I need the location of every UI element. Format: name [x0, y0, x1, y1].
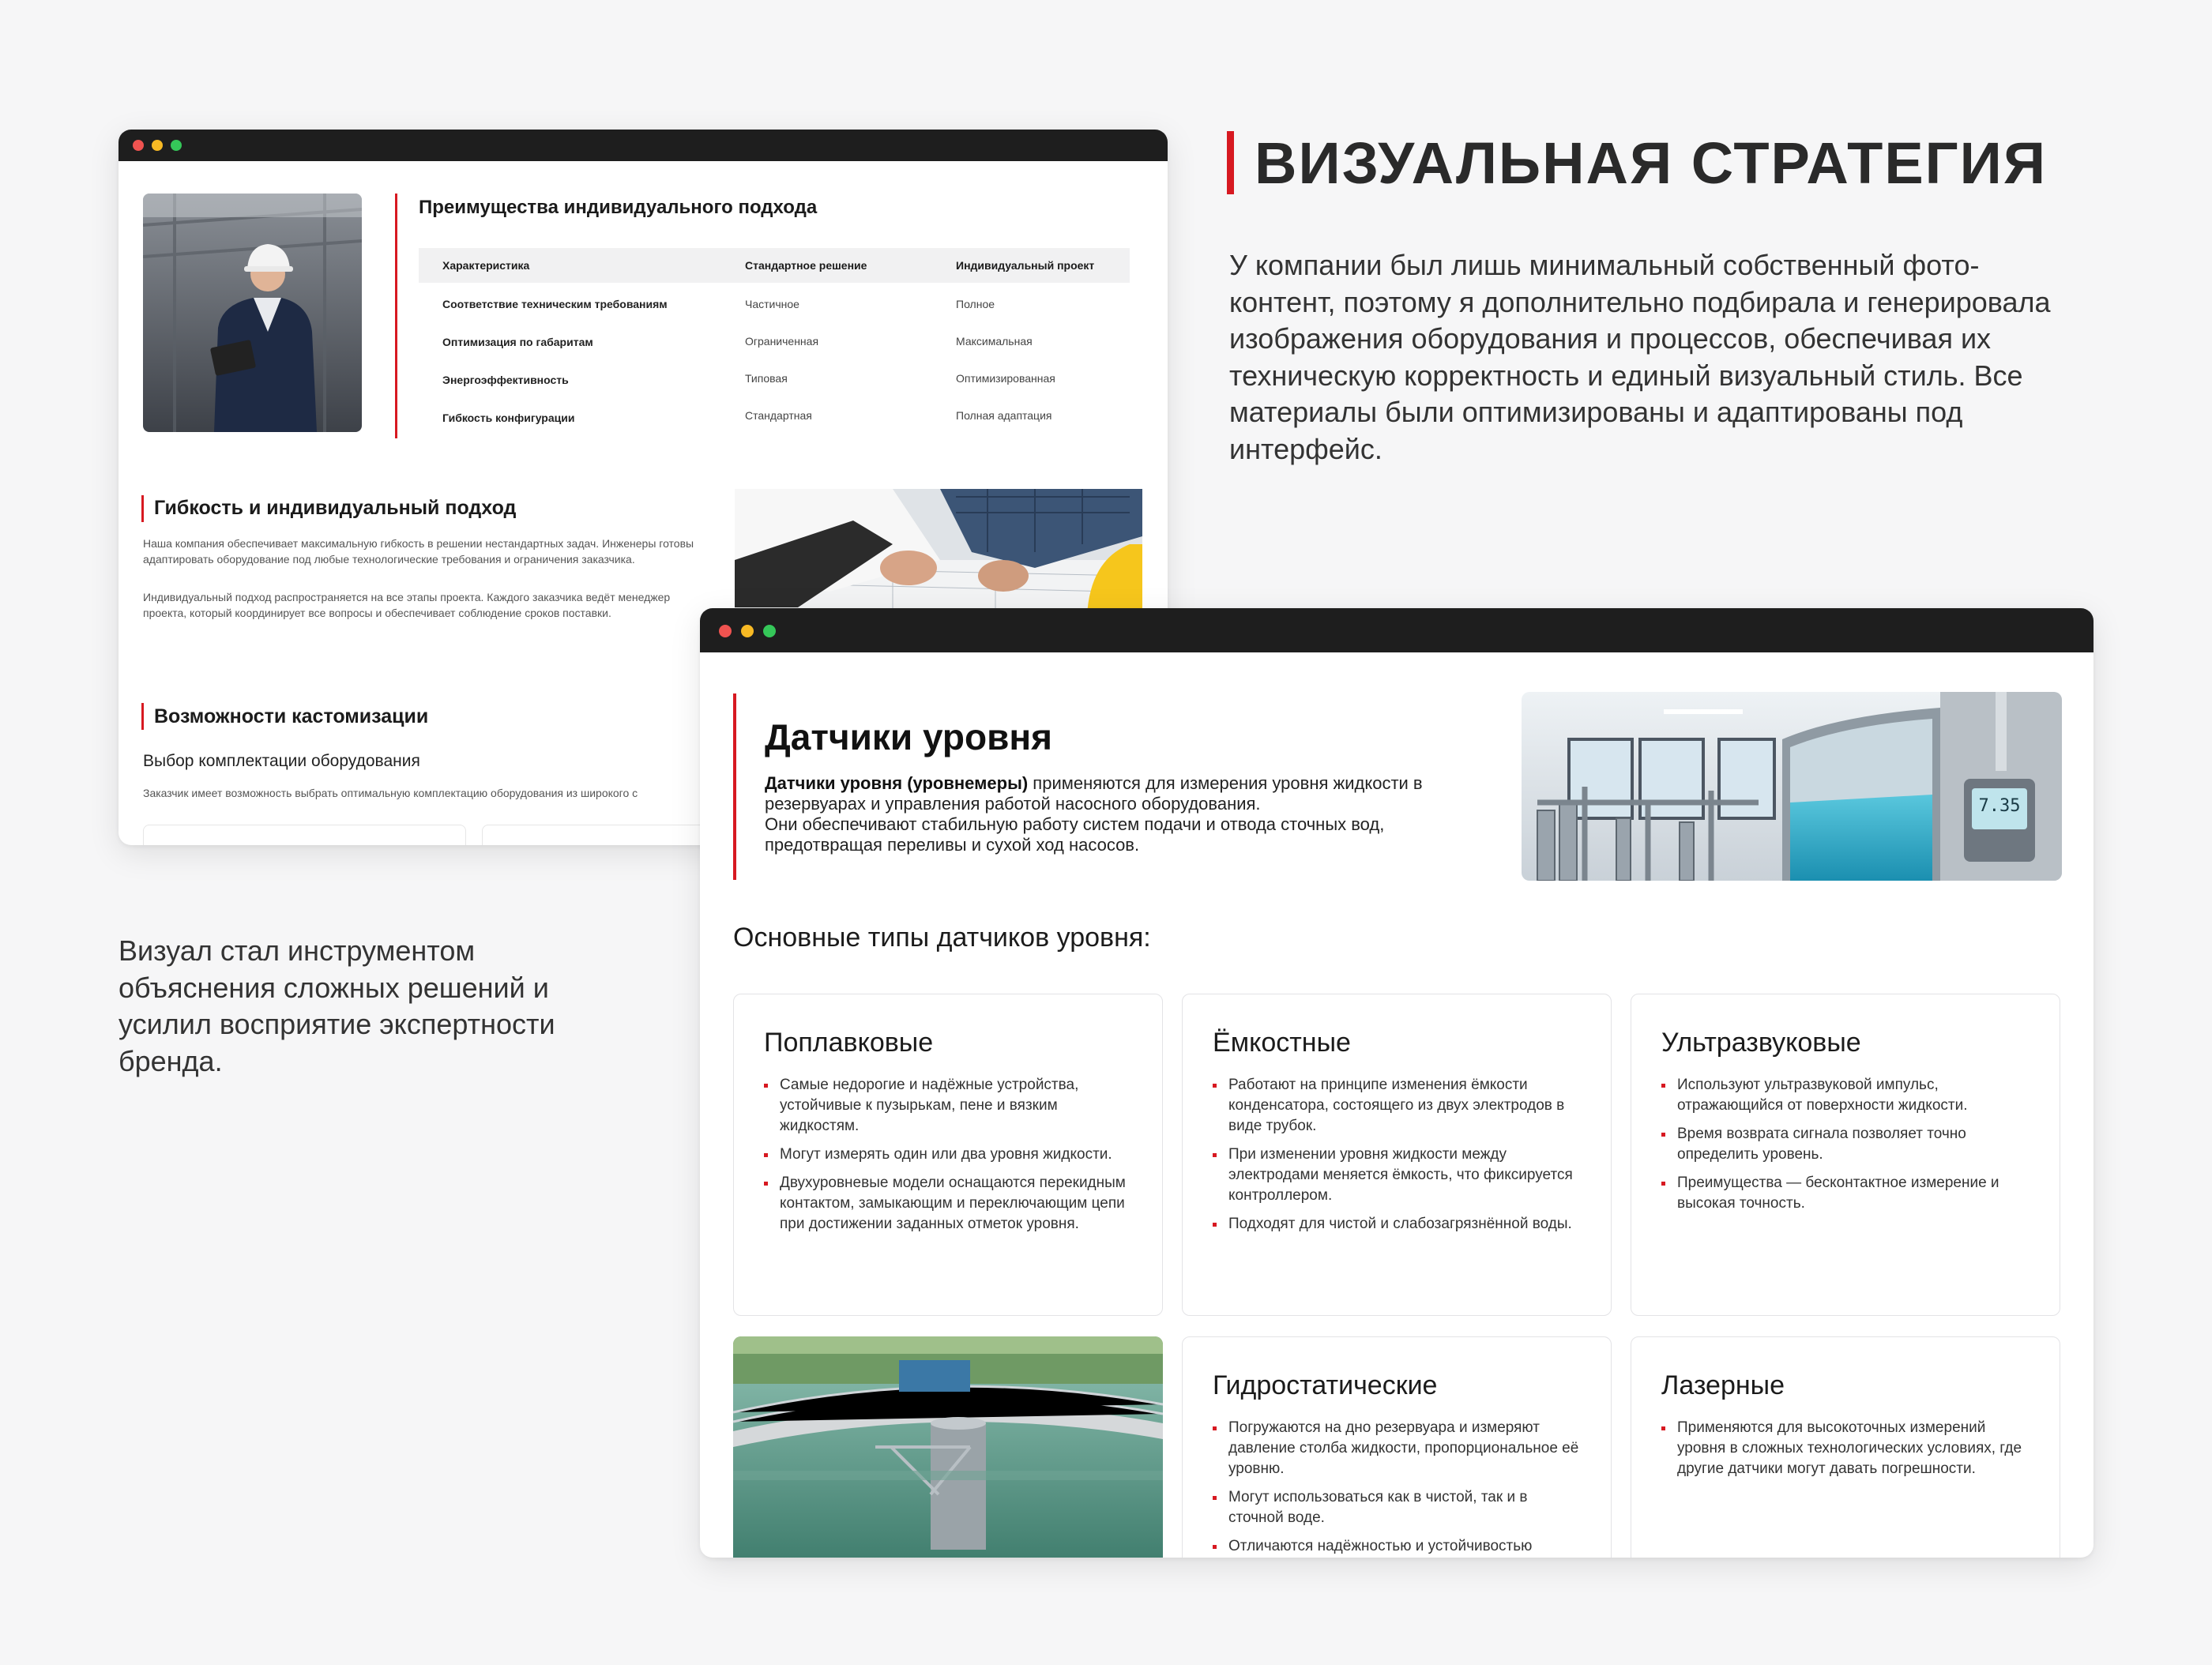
card-list [764, 1075, 1135, 1242]
table-cell: Полная адаптация [956, 409, 1052, 422]
customization-description: Заказчик имеет возможность выбрать оптимальную комплектацию оборудования из широкого с [143, 787, 638, 799]
table-cell: Соответствие техническим требованиям [442, 298, 668, 310]
sensor-card-laser [1631, 1336, 2060, 1558]
table-cell: Частичное [745, 298, 799, 310]
pump-station-photo [1522, 692, 2062, 881]
window-titlebar [700, 608, 2094, 652]
card-list [1661, 1418, 2033, 1487]
accent-bar [141, 703, 144, 730]
side-note: Визуал стал инструментом объяснения сложных решений и усилил восприятие экспертности бренда. [118, 934, 555, 1077]
accent-bar [395, 194, 397, 438]
list-item: Двухуровневые модели оснащаются перекидным контактом, замыкающим и переключающим цепи при достижении заданных отметок уровня. [764, 1173, 1135, 1235]
list-item: Работают на принципе изменения ёмкости конденсатора, состоящего из двух электродов в виде трубок. [1213, 1075, 1584, 1137]
card-list [1213, 1075, 1584, 1242]
browser-window-level-sensors [700, 608, 2094, 1558]
types-heading: Основные типы датчиков уровня: [733, 923, 1151, 953]
sensor-display-value: 7.35 [1978, 796, 2021, 816]
flex-title: Гибкость и индивидуальный подход [154, 497, 517, 519]
table-header-cell: Индивидуальный проект [956, 259, 1095, 272]
section-title: Датчики уровня [765, 716, 1053, 757]
close-window-button[interactable] [133, 140, 144, 151]
sensor-card-ultrasonic [1631, 994, 2060, 1316]
window-titlebar [118, 130, 1168, 161]
table-cell: Полное [956, 298, 995, 310]
page-description: У компании был лишь минимальный собственный фото-контент, поэтому я дополнительно подбирала и генерировала изображения оборудования и процессов, обеспечивая их техническую корректность и единый визуальный стиль. Все материалы были оптимизированы и адаптированы под интерфейс. [1229, 249, 2051, 465]
card-title: Гидростатические [1213, 1370, 1438, 1400]
page-title: ВИЗУАЛЬНАЯ СТРАТЕГИЯ [1255, 130, 2048, 196]
water-treatment-photo [733, 1336, 1163, 1558]
sensor-card-hydrostatic [1182, 1336, 1612, 1558]
card-title: Лазерные [1661, 1370, 1785, 1400]
table-cell: Оптимизация по габаритам [442, 336, 593, 348]
list-item: Подходят для чистой и слабозагрязнённой воды. [1213, 1214, 1584, 1235]
table-cell: Гибкость конфигурации [442, 412, 575, 424]
table-cell: Максимальная [956, 335, 1033, 348]
list-item: Могут измерять один или два уровня жидкости. [764, 1144, 1135, 1165]
table-header-cell: Стандартное решение [745, 259, 867, 272]
table-cell: Оптимизированная [956, 372, 1055, 385]
flex-paragraph-2: Индивидуальный подход распространяется на все этапы проекта. Каждого заказчика ведёт менеджер проекта, который координирует все вопросы и обеспечивает соблюдение сроков поставки. [143, 591, 671, 619]
customization-subtitle: Выбор комплектации оборудования [143, 752, 420, 770]
list-item: Самые недорогие и надёжные устройства, устойчивые к пузырькам, пене и вязким жидкостям. [764, 1075, 1135, 1137]
minimize-window-button[interactable] [152, 140, 163, 151]
advantages-title: Преимущества индивидуального подхода [419, 197, 818, 218]
list-item: Применяются для высокоточных измерений уровня в сложных технологических условиях, где другие датчики могут давать погрешности. [1661, 1418, 2033, 1479]
sensor-card-capacitive [1182, 994, 1612, 1316]
list-item: При изменении уровня жидкости между электродами меняется ёмкость, что фиксируется контроллером. [1213, 1144, 1584, 1206]
close-window-button[interactable] [719, 625, 732, 637]
intro-line2: Они обеспечивают стабильную работу систем подачи и отвода сточных вод, предотвращая переливы и сухой ход насосов. [765, 814, 1385, 855]
list-item: Время возврата сигнала позволяет точно определить уровень. [1661, 1124, 2033, 1165]
card-title: Ёмкостные [1213, 1028, 1351, 1058]
list-item: Погружаются на дно резервуара и измеряют давление столба жидкости, пропорциональное её уровню. [1213, 1418, 1584, 1479]
intro-text [765, 773, 1460, 855]
list-item: Могут использоваться как в чистой, так и в сточной воде. [1213, 1487, 1584, 1528]
card-title: Ультразвуковые [1661, 1028, 1861, 1058]
option-card[interactable] [143, 825, 466, 845]
accent-bar [733, 693, 736, 880]
list-item: Отличаются надёжностью и устойчивостью [1213, 1536, 1584, 1557]
blueprint-photo [735, 489, 1142, 615]
intro-bold: Датчики уровня (уровнемеры) [765, 773, 1029, 793]
table-cell: Ограниченная [745, 335, 819, 348]
customization-title: Возможности кастомизации [154, 705, 429, 727]
card-list [1213, 1418, 1584, 1558]
flex-paragraph-1: Наша компания обеспечивает максимальную гибкость в решении нестандартных задач. Инженеры готовы адаптировать оборудование под любые технологические требования и ограничения заказчика. [143, 537, 694, 566]
list-item: Используют ультразвуковой импульс, отражающийся от поверхности жидкости. [1661, 1075, 2033, 1116]
sensor-card-float [733, 994, 1163, 1316]
table-cell: Стандартная [745, 409, 812, 422]
minimize-window-button[interactable] [741, 625, 754, 637]
title-accent-bar [1227, 131, 1234, 194]
card-list [1661, 1075, 2033, 1222]
maximize-window-button[interactable] [763, 625, 776, 637]
accent-bar [141, 495, 144, 522]
maximize-window-button[interactable] [171, 140, 182, 151]
list-item: Преимущества — бесконтактное измерение и высокая точность. [1661, 1173, 2033, 1214]
table-cell: Энергоэффективность [442, 374, 569, 386]
intro-rest: применяются для измерения уровня жидкости в резервуарах и управления работой насосного оборудования. [765, 773, 1423, 814]
card-title: Поплавковые [764, 1028, 934, 1058]
table-header-cell: Характеристика [442, 259, 530, 272]
engineer-photo [143, 194, 362, 432]
table-cell: Типовая [745, 372, 788, 385]
